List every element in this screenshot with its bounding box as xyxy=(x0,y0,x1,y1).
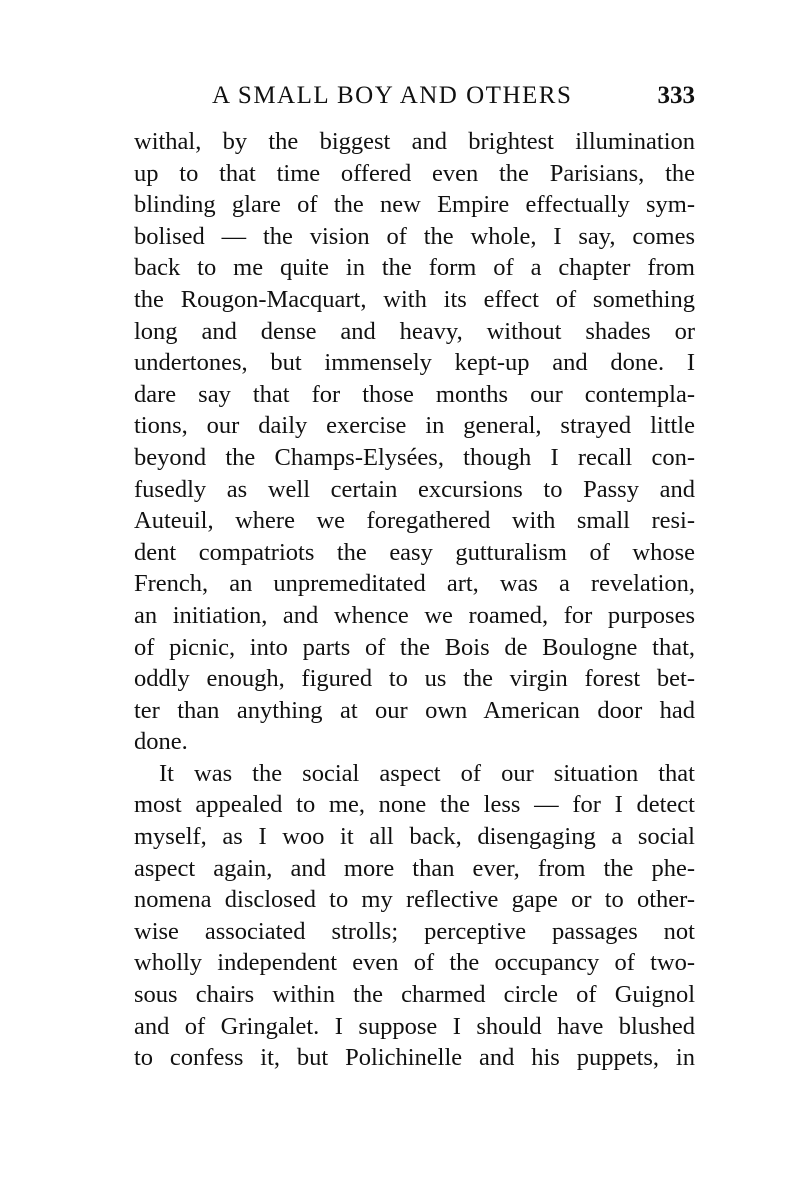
text-line: long and dense and heavy, without shades or xyxy=(134,317,695,345)
text-line: to confess it, but Polichinelle and his puppets, in xyxy=(134,1044,695,1072)
text-line: dent compatriots the easy gutturalism of whose xyxy=(134,538,695,566)
running-title: A SMALL BOY AND OTHERS xyxy=(212,82,573,109)
text-line: bolised — the vision of the whole, I say, comes xyxy=(134,222,695,250)
text-line: wise associated strolls; perceptive passages not xyxy=(134,917,695,945)
running-head xyxy=(134,78,695,114)
text-line: myself, as I woo it all back, disengaging a social xyxy=(134,823,695,851)
paragraph xyxy=(134,126,695,758)
text-line: undertones, but immensely kept-up and done. I xyxy=(134,349,695,377)
text-line: done. xyxy=(134,728,188,756)
text-line: back to me quite in the form of a chapter from xyxy=(134,254,695,282)
text-line: blinding glare of the new Empire effectually sym- xyxy=(134,191,695,219)
text-line: Auteuil, where we foregathered with small resi- xyxy=(134,507,695,535)
text-line: withal, by the biggest and brightest illumination xyxy=(134,128,695,155)
text-line: an initiation, and whence we roamed, for purposes xyxy=(134,601,695,629)
page-number: 333 xyxy=(657,82,695,109)
paragraph xyxy=(134,758,695,1074)
text-line: French, an unpremeditated art, was a revelation, xyxy=(134,570,695,598)
text-line: fusedly as well certain excursions to Passy and xyxy=(134,475,695,503)
text-line: and of Gringalet. I suppose I should have blushed xyxy=(134,1012,695,1040)
text-line: It was the social aspect of our situation that xyxy=(159,759,695,787)
text-line: ter than anything at our own American door had xyxy=(134,696,695,724)
body-text xyxy=(134,126,695,1074)
text-line: aspect again, and more than ever, from the phe- xyxy=(134,854,695,882)
text-line: sous chairs within the charmed circle of Guignol xyxy=(134,981,695,1009)
text-line: tions, our daily exercise in general, strayed little xyxy=(134,412,695,440)
text-line: nomena disclosed to my reflective gape or to other- xyxy=(134,886,695,914)
text-line: beyond the Champs-Elysées, though I recall con- xyxy=(134,443,695,471)
text-line: the Rougon-Macquart, with its effect of something xyxy=(134,285,695,313)
text-line: oddly enough, figured to us the virgin forest bet- xyxy=(134,665,695,693)
text-line: wholly independent even of the occupancy of two- xyxy=(134,949,695,977)
text-line: up to that time offered even the Parisians, the xyxy=(134,159,695,187)
text-line: dare say that for those months our contempla- xyxy=(134,380,695,408)
text-line: of picnic, into parts of the Bois de Boulogne that, xyxy=(134,633,695,661)
text-line: most appealed to me, none the less — for I detect xyxy=(134,791,695,819)
